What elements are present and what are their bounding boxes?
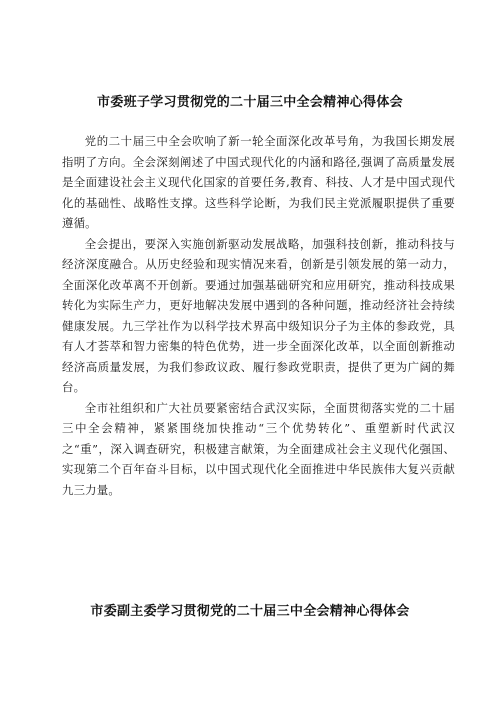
paragraph: 全会提出，要深入实施创新驱动发展战略，加强科技创新，推动科技与经济深度融合。从历史经验和现实情况来看，创新是引领发展的第一动力，全面深化改革离不开创新。要通过加强基础研究和应用研究，推动科技成果转化为实际生产力，更好地解决发展中遇到的各种问题，推动经济社会持续健康发展。九三学社作为以科学技术界高中级知识分子为主体的参政党，具有人才荟萃和智力密集的特色优势，进一步全面深化改革，以全面创新推动经济高质量发展，为我们参政议政、履行参政党职责，提供了更为广阔的舞台。: [62, 236, 455, 394]
section-title: 市委副主委学习贯彻党的二十届三中全会精神心得体会: [90, 604, 410, 619]
paragraph: 党的二十届三中全会吹响了新一轮全面深化改革号角，为我国长期发展指明了方向。全会深刻阐述了中国式现代化的内涵和路径,强调了高质量发展是全面建设社会主义现代化国家的首要任务,教育、科技、人才是中国式现代化的基础性、战略性支撑。这些科学论断，为我们民主党派履职提供了重要遵循。: [62, 134, 455, 230]
paragraph: 全市社组织和广大社员要紧密结合武汉实际，全面贯彻落实党的二十届三中全会精神，紧紧围绕加快推动“三个优势转化”、重塑新时代武汉之“重”，深入调查研究，积极建言献策，为全面建成社会主义现代化强国、实现第二个百年奋斗目标，以中国式现代化全面推进中华民族伟大复兴贡献九三力量。: [62, 400, 455, 497]
section-body: [62, 131, 455, 500]
section-title: 市委班子学习贯彻党的二十届三中全会精神心得体会: [97, 95, 403, 110]
